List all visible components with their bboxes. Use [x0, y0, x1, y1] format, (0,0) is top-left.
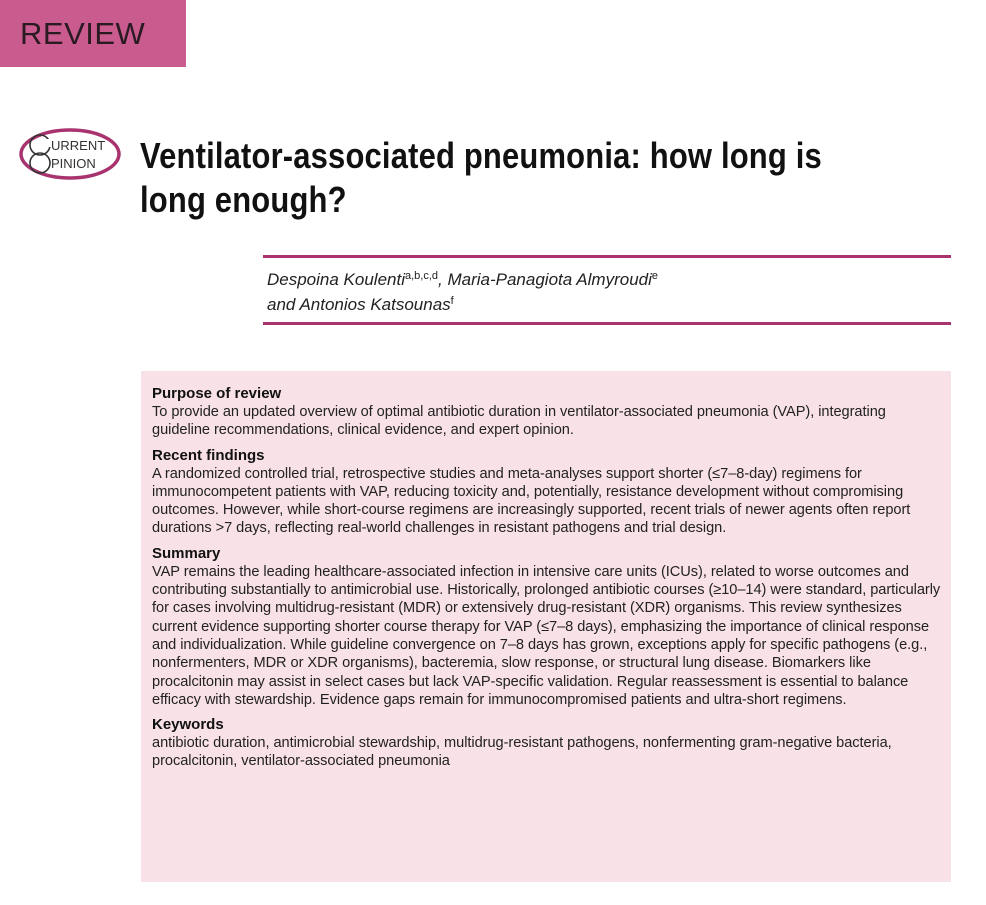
author-separator: ,	[438, 270, 448, 289]
article-title: Ventilator-associated pneumonia: how long is long enough?	[140, 135, 822, 220]
abstract-section-purpose	[152, 385, 941, 440]
logo-line1: URRENT	[51, 138, 106, 153]
section-text: antibiotic duration, antimicrobial stewardship, multidrug-resistant pathogens, nonfermenting gram-negative bacteria, procalcitonin, ventilator-associated pneumonia	[152, 735, 892, 770]
author-name: Despoina Koulenti	[267, 270, 405, 289]
section-heading: Recent findings	[152, 446, 265, 464]
author-line-2	[267, 292, 947, 317]
logo-line2: PINION	[51, 156, 96, 171]
abstract-section-keywords	[152, 716, 941, 771]
section-text: VAP remains the leading healthcare-associated infection in intensive care units (ICUs), related to worse outcomes and contributing substantially to antimicrobial use. Historically, prolonged antibiotic courses (≥10–14) were standard, particularly for cases involving multidrug-resistant (MDR) or extensively drug-resistant (XDR) organisms. This review synthesizes current evidence supporting shorter course therapy for VAP (≤7–8 days), emphasizing the importance of clinical response and individualization. While guideline convergence on 7–8 days has grown, exceptions apply for specific pathogens (e.g., nonfermenters, MDR or XDR organisms), bacteremia, slow response, or structural lung disease. Biomarkers like procalcitonin may assist in select cases but lack VAP-specific validation. Regular reassessment is essential to balance efficacy with stewardship. Evidence gaps remain for immunocompromised patients and ultra-short regimens.	[152, 563, 941, 708]
abstract-box	[141, 371, 951, 882]
section-text: To provide an updated overview of optimal antibiotic duration in ventilator-associated pneumonia (VAP), integrating guideline recommendations, clinical evidence, and expert opinion.	[152, 404, 886, 439]
abstract-section-summary	[152, 545, 941, 709]
author-affiliation: a,b,c,d	[404, 270, 439, 282]
current-opinion-logo-icon	[18, 127, 122, 181]
section-heading: Purpose of review	[152, 385, 282, 402]
author-rule-top	[263, 255, 951, 258]
author-name: Maria-Panagiota Almyroudi	[447, 270, 652, 289]
section-heading: Keywords	[152, 716, 224, 734]
author-line-1	[267, 267, 947, 292]
section-text: A randomized controlled trial, retrospective studies and meta-analyses support shorter (≤7–8-day) regimens for immunocompetent patients with VAP, reducing toxicity and, potentially, resistance development without compromising outcomes. However, while short-course regimens are increasingly supported, recent trials of newer agents often report durations >7 days, reflecting real-world challenges in resistant pathogens and trial design.	[152, 465, 911, 537]
review-tag	[0, 0, 186, 67]
author-affiliation: e	[651, 270, 659, 282]
author-affiliation: f	[450, 295, 454, 307]
author-name: and Antonios Katsounas	[267, 295, 451, 314]
author-rule-bottom	[263, 322, 951, 325]
review-tag-label: REVIEW	[20, 15, 146, 51]
author-list	[267, 267, 947, 317]
abstract-section-findings	[152, 447, 941, 538]
section-heading: Summary	[152, 544, 221, 562]
